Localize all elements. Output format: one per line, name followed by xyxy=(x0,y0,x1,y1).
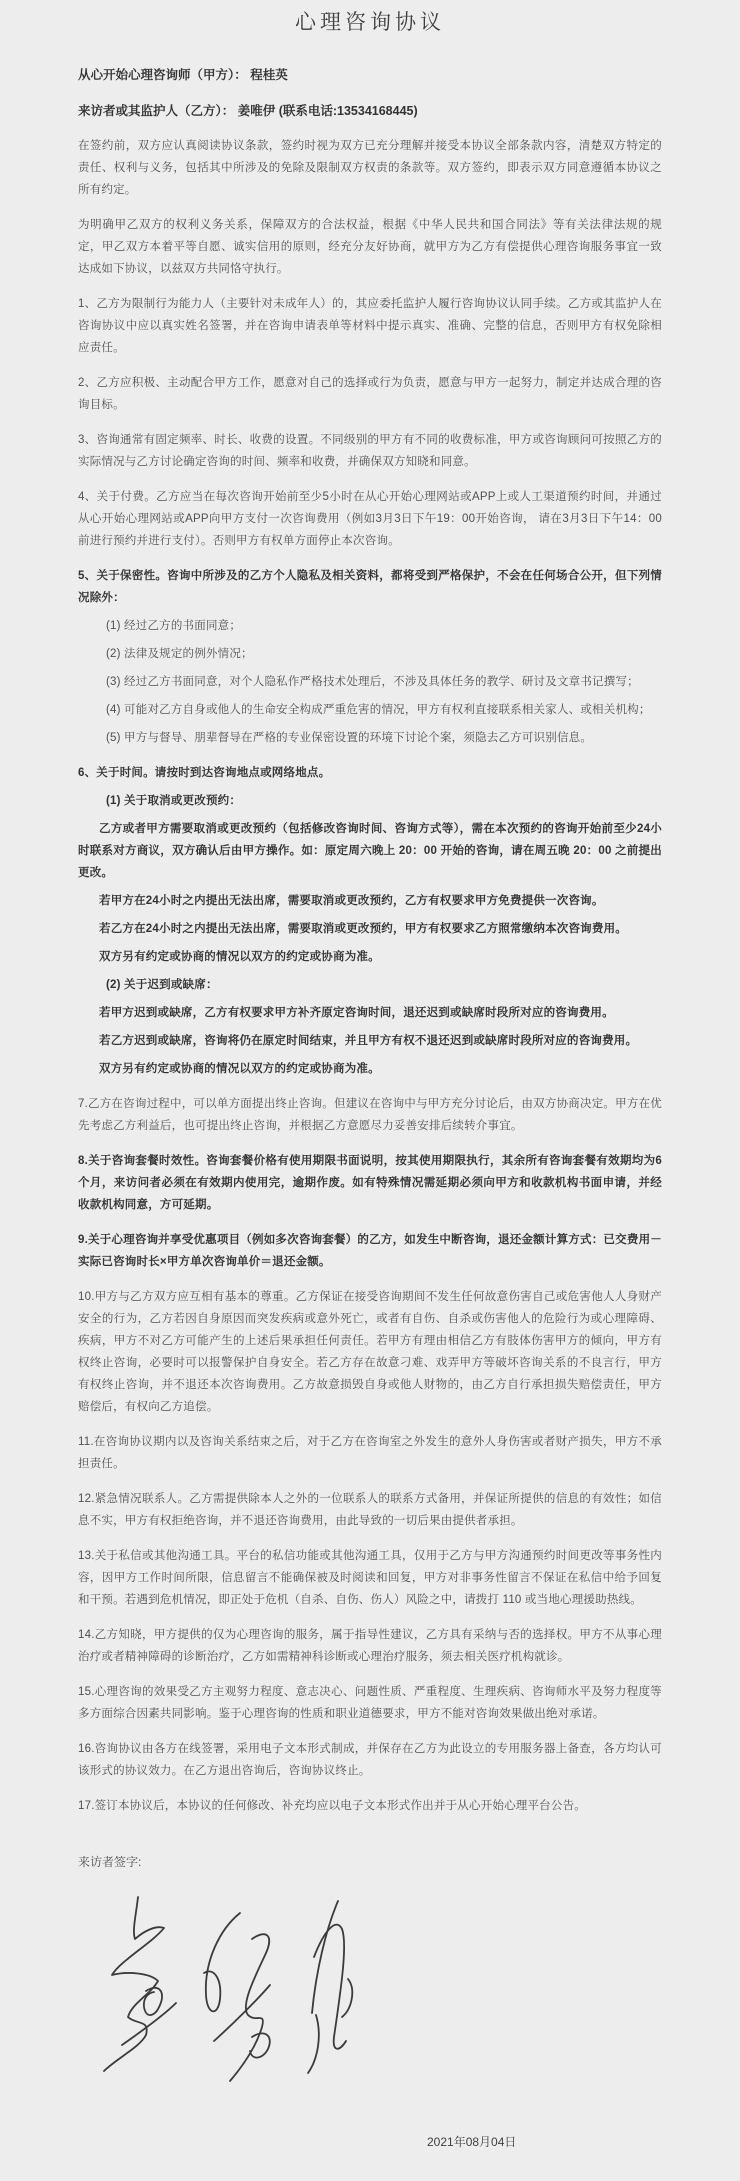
clause-paragraph: (2) 法律及规定的例外情况； xyxy=(106,648,253,660)
clause-paragraph: (2) 关于迟到或缺席： xyxy=(106,979,218,991)
clause-paragraph: 双方另有约定或协商的情况以双方的约定或协商为准。 xyxy=(99,951,380,963)
clause-paragraph: 2、乙方应积极、主动配合甲方工作，愿意对自己的选择或行为负责，愿意与甲方一起努力，制定并达成合理的咨询目标。 xyxy=(78,377,662,411)
clause-paragraph: (3) 经过乙方书面同意，对个人隐私作严格技术处理后，不涉及具体任务的教学、研讨及文章书记撰写； xyxy=(106,676,639,688)
clause-paragraph: 17.签订本协议后，本协议的任何修改、补充均应以电子文本形式作出并于从心开始心理平台公告。 xyxy=(78,1800,586,1812)
clause-paragraph: 9.关于心理咨询并享受优惠项目（例如多次咨询套餐）的乙方，如发生中断咨询，退还金额计算方式：已交费用－实际已咨询时长×甲方单次咨询单价＝退还金额。 xyxy=(78,1234,662,1268)
clause-paragraph: 为明确甲乙双方的权利义务关系，保障双方的合法权益，根据《中华人民共和国合同法》等有关法律法规的规定，甲乙双方本着平等自愿、诚实信用的原则，经充分友好协商，就甲方为乙方有偿提供心理咨询服务事宜一致达成如下协议，以兹双方共同恪守执行。 xyxy=(78,219,662,275)
signature-label: 来访者签字: xyxy=(78,1855,142,1869)
clause-paragraph: 6、关于时间。请按时到达咨询地点或网络地点。 xyxy=(78,767,331,779)
page-title: 心理咨询协议 xyxy=(295,11,445,34)
clause-paragraph: 若甲方迟到或缺席，乙方有权要求甲方补齐原定咨询时间，退还迟到或缺席时段所对应的咨询费用。 xyxy=(99,1007,614,1019)
clause-paragraph: (4) 可能对乙方自身或他人的生命安全构成严重危害的情况，甲方有权利直接联系相关家人、或相关机构； xyxy=(106,704,651,716)
clause-paragraph: 4、关于付费。乙方应当在每次咨询开始前至少5小时在从心开始心理网站或APP上或人工渠道预约时间，并通过从心开始心理网站或APP向甲方支付一次咨询费用（例如3月3日下午19：00开始咨询， 请在3月3日下午14：00前进行预约并进行支付）。否则甲方有权单方面停止本次咨询。 xyxy=(78,491,662,547)
clause-paragraph: 8.关于咨询套餐时效性。咨询套餐价格有使用期限书面说明，按其使用期限执行，其余所有咨询套餐有效期均为6个月，来访问者必须在有效期内使用完，逾期作废。如有特殊情况需延期必须向甲方和收款机构书面申请，并经收款机构同意，方可延期。 xyxy=(78,1155,662,1211)
clause-paragraph: 乙方或者甲方需要取消或更改预约（包括修改咨询时间、咨询方式等），需在本次预约的咨询开始前至少24小时联系对方商议，双方确认后由甲方操作。如：原定周六晚上 20：00 开始的咨询，请在周五晚 20：00 之前提出更改。 xyxy=(78,823,662,879)
clause-paragraph: 若乙方在24小时之内提出无法出席，需要取消或更改预约，甲方有权要求乙方照常缴纳本次咨询费用。 xyxy=(99,923,627,935)
clause-paragraph: 15.心理咨询的效果受乙方主观努力程度、意志决心、问题性质、严重程度、生理疾病、咨询师水平及努力程度等多方面综合因素共同影响。鉴于心理咨询的性质和职业道德要求，甲方不能对咨询效果做出绝对承诺。 xyxy=(78,1686,662,1720)
clause-paragraph: (1) 关于取消或更改预约： xyxy=(106,795,242,807)
clause-paragraph: 12.紧急情况联系人。乙方需提供除本人之外的一位联系人的联系方式备用，并保证所提供的信息的有效性；如信息不实，甲方有权拒绝咨询，并不退还咨询费用，由此导致的一切后果由提供者承担。 xyxy=(78,1493,662,1527)
clause-paragraph: 3、咨询通常有固定频率、时长、收费的设置。不同级别的甲方有不同的收费标准，甲方或咨询顾问可按照乙方的实际情况与乙方讨论确定咨询的时间、频率和收费，并确保双方知晓和同意。 xyxy=(78,434,662,468)
clause-paragraph: 在签约前，双方应认真阅读协议条款，签约时视为双方已充分理解并接受本协议全部条款内容，清楚双方特定的责任、权利与义务，包括其中所涉及的免除及限制双方权责的条款等。双方签约，即表示双方同意遵循本协议之所有约定。 xyxy=(78,140,662,196)
clause-paragraph: 双方另有约定或协商的情况以双方的约定或协商为准。 xyxy=(99,1063,380,1075)
clause-paragraph: 14.乙方知晓，甲方提供的仅为心理咨询的服务，属于指导性建议，乙方具有采纳与否的选择权。甲方不从事心理治疗或者精神障碍的诊断治疗，乙方如需精神科诊断或心理治疗服务，须去相关医疗机构就诊。 xyxy=(78,1629,662,1663)
clause-paragraph: 13.关于私信或其他沟通工具。平台的私信功能或其他沟通工具，仅用于乙方与甲方沟通预约时间更改等事务性内容，因甲方工作时间所限，信息留言不能确保被及时阅读和回复，甲方对非事务性留言不保证在私信中给予回复和干预。若遇到危机情况，即正处于危机（自杀、自伤、伤人）风险之中，请拨打 110 或当地心理援助热线。 xyxy=(78,1550,662,1606)
clause-paragraph: 5、关于保密性。咨询中所涉及的乙方个人隐私及相关资料，都将受到严格保护，不会在任何场合公开，但下列情况除外： xyxy=(78,570,662,604)
party-line-visitor: 来访者或其监护人（乙方）： 姜唯伊 (联系电话:13534168445) xyxy=(78,104,418,118)
clause-paragraph: 16.咨询协议由各方在线签署，采用电子文本形式制成，并保存在乙方为此设立的专用服务器上备查，各方均认可该形式的协议效力。在乙方退出咨询后，咨询协议终止。 xyxy=(78,1743,662,1777)
clause-paragraph: 1、乙方为限制行为能力人（主要针对未成年人）的，其应委托监护人履行咨询协议认同手续。乙方或其监护人在咨询协议中应以真实姓名签署，并在咨询申请表单等材料中提示真实、准确、完整的信息，否则甲方有权免除相应责任。 xyxy=(78,298,662,354)
clause-paragraph: 7.乙方在咨询过程中，可以单方面提出终止咨询。但建议在咨询中与甲方充分讨论后，由双方协商决定。甲方在优先考虑乙方利益后，也可提出终止咨询，并根据乙方意愿尽力妥善安排后续转介事宜。 xyxy=(78,1098,662,1132)
signature-area xyxy=(78,1895,662,2125)
clause-paragraph: 若甲方在24小时之内提出无法出席，需要取消或更改预约，乙方有权要求甲方免费提供一次咨询。 xyxy=(99,895,604,907)
clause-paragraph: (1) 经过乙方的书面同意； xyxy=(106,620,242,632)
agreement-body xyxy=(78,135,662,1817)
document-date: 2021年08月04日 xyxy=(427,2135,517,2149)
handwritten-signature xyxy=(102,1895,362,2095)
clause-paragraph: 10.甲方与乙方双方应互相有基本的尊重。乙方保证在接受咨询期间不发生任何故意伤害自己或危害他人人身财产安全的行为，乙方若因自身原因而突发疾病或意外死亡，或者有自伤、自杀或伤害他人的危险行为或心理障碍、疾病，甲方不对乙方可能产生的上述后果承担任何责任。若甲方有理由相信乙方有肢体伤害甲方的倾向，甲方有权终止咨询，必要时可以报警保护自身安全。若乙方存在故意刁难、戏弄甲方等破坏咨询关系的不良言行，甲方有权终止咨询，并不退还本次咨询费用。乙方故意损毁自身或他人财物的，由乙方自行承担损失赔偿责任，甲方赔偿后，有权向乙方追偿。 xyxy=(78,1291,662,1413)
clause-paragraph: 若乙方迟到或缺席，咨询将仍在原定时间结束，并且甲方有权不退还迟到或缺席时段所对应的咨询费用。 xyxy=(99,1035,638,1047)
party-line-counselor: 从心开始心理咨询师（甲方）： 程桂英 xyxy=(78,68,288,82)
clause-paragraph: (5) 甲方与督导、朋辈督导在严格的专业保密设置的环境下讨论个案，须隐去乙方可识别信息。 xyxy=(106,732,593,744)
clause-paragraph: 11.在咨询协议期内以及咨询关系结束之后，对于乙方在咨询室之外发生的意外人身伤害或者财产损失，甲方不承担责任。 xyxy=(78,1436,662,1470)
